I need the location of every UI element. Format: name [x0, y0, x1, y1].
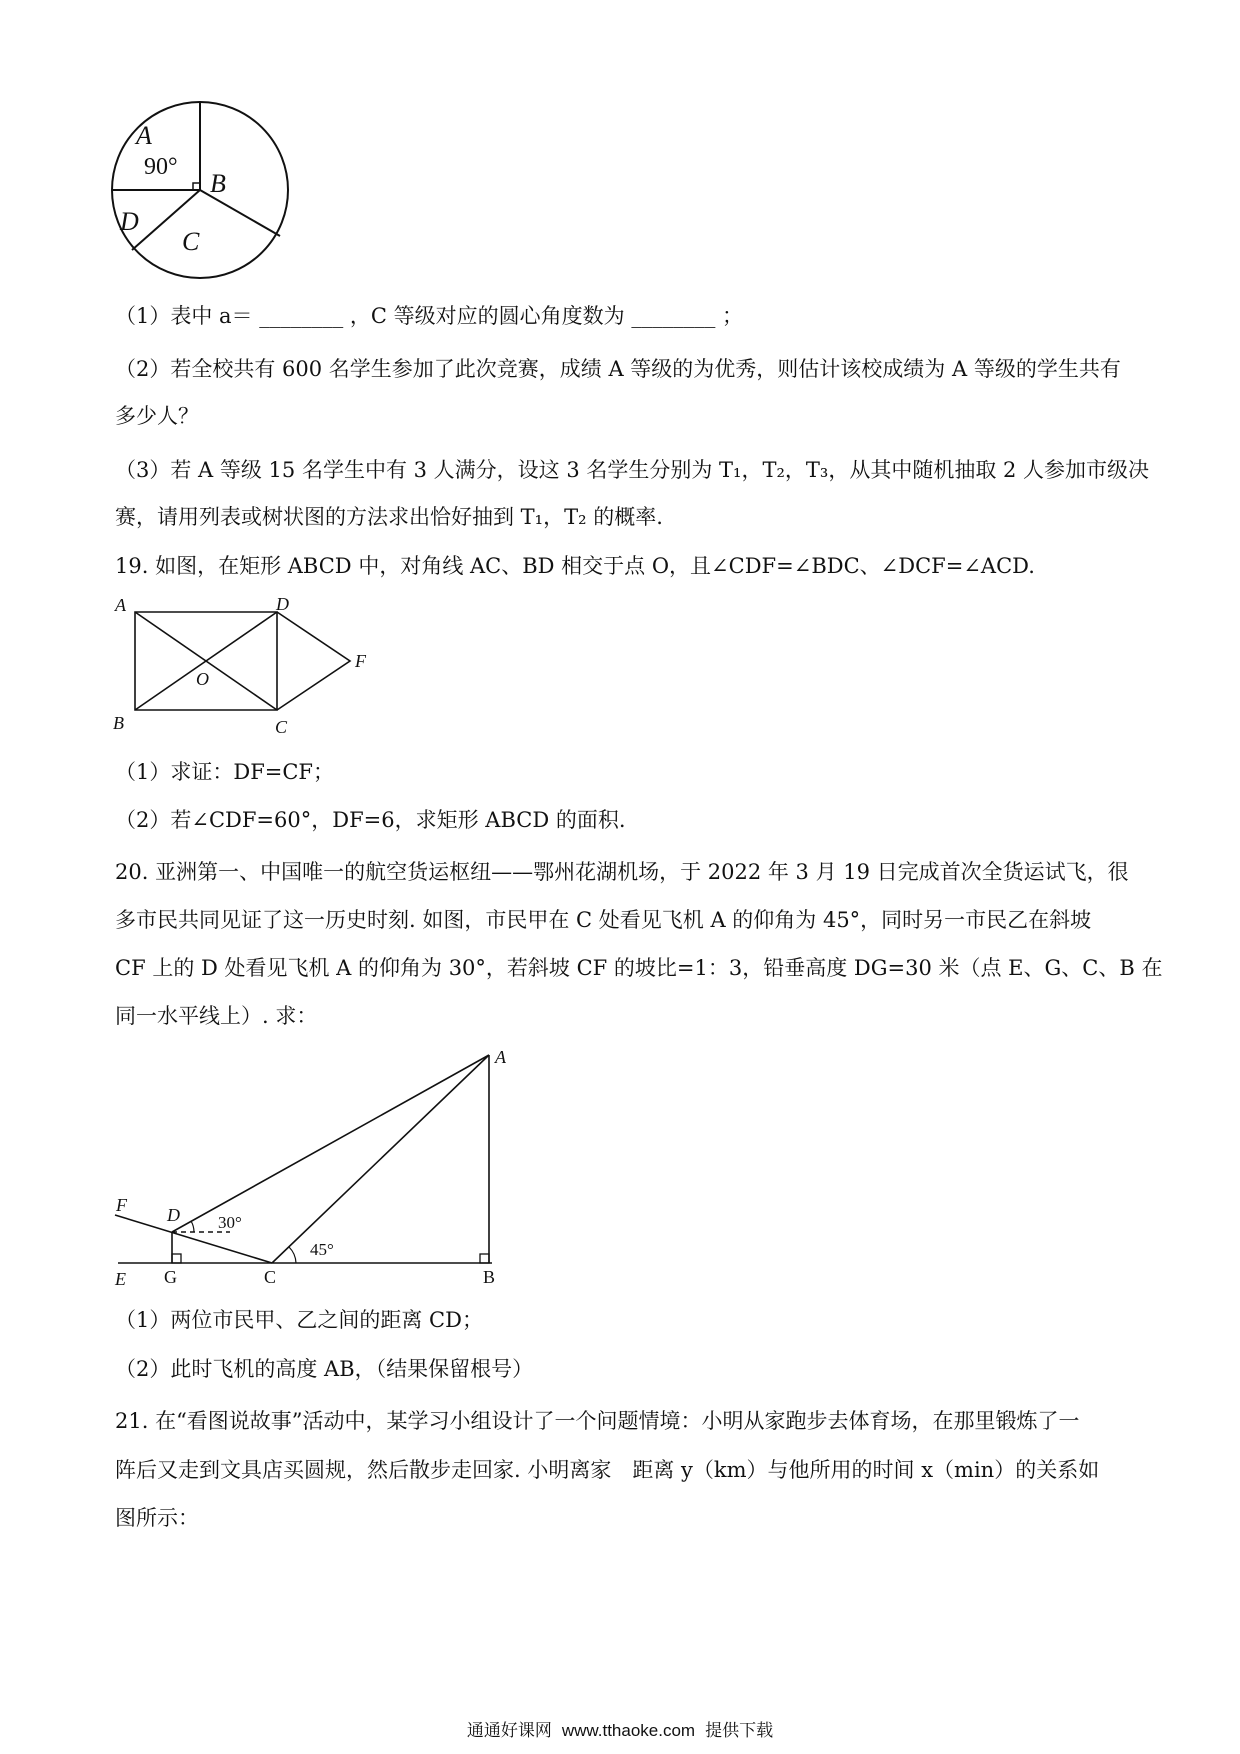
pie-angle-label: 90°: [144, 154, 178, 180]
q20-part2: （2）此时飞机的高度 AB，（结果保留根号）: [115, 1357, 534, 1381]
q19-part1: （1）求证：DF=CF；: [115, 760, 335, 784]
label-f: F: [116, 1195, 127, 1215]
label-o: O: [196, 669, 209, 689]
q21-line2: 阵后又走到文具店买圆规，然后散步走回家. 小明离家 距离 y（km）与他所用的时间 x（min）的关系如: [115, 1458, 1100, 1482]
airplane-elevation-figure: [110, 1045, 530, 1295]
pie-chart-figure: [110, 100, 300, 290]
right-angle-g: [172, 1254, 181, 1263]
label-c: C: [264, 1267, 277, 1287]
label-f: F: [355, 651, 366, 671]
angle-arc-30: [191, 1221, 194, 1232]
label-a: A: [115, 595, 126, 615]
rectangle-figure: [110, 595, 390, 735]
q21-line3: 图所示：: [115, 1506, 199, 1530]
q21-line1: 21. 在“看图说故事”活动中，某学习小组设计了一个问题情境：小明从家跑步去体育场，在那里锻炼了一: [115, 1409, 1080, 1433]
label-d: D: [167, 1205, 180, 1225]
q18-part3-line2: 赛，请用列表或树状图的方法求出恰好抽到 T₁，T₂ 的概率.: [115, 505, 663, 529]
q19-stem: 19. 如图，在矩形 ABCD 中，对角线 AC、BD 相交于点 O，且∠CDF=∠BDC、∠DCF=∠ACD.: [115, 554, 1035, 578]
angle-30-label: 30°: [218, 1213, 242, 1232]
q18-part3-line1: （3）若 A 等级 15 名学生中有 3 人满分，设这 3 名学生分别为 T₁，T₂，T₃，从其中随机抽取 2 人参加市级决: [115, 458, 1150, 482]
q20-part1: （1）两位市民甲、乙之间的距离 CD；: [115, 1308, 483, 1332]
footer-left: 通通好课网: [466, 1721, 552, 1740]
line-da: [172, 1055, 489, 1232]
q20-line4: 同一水平线上）. 求：: [115, 1004, 318, 1028]
pie-label-a: A: [136, 121, 152, 150]
page-footer: [0, 1716, 1240, 1741]
label-b: B: [483, 1267, 496, 1287]
label-e: E: [115, 1269, 126, 1289]
label-g: G: [164, 1267, 177, 1287]
q20-line1: 20. 亚洲第一、中国唯一的航空货运枢纽——鄂州花湖机场，于 2022 年 3 月 19 日完成首次全货运试飞，很: [115, 860, 1129, 884]
slope-fc: [115, 1215, 272, 1263]
pie-label-b: B: [210, 169, 226, 198]
label-c: C: [275, 717, 288, 735]
q18-part2-line1: （2）若全校共有 600 名学生参加了此次竞赛，成绩 A 等级的为优秀，则估计该校成绩为 A 等级的学生共有: [115, 357, 1121, 381]
pie-label-c: C: [182, 227, 200, 256]
angle-arc-45: [289, 1247, 296, 1263]
q20-line3: CF 上的 D 处看见飞机 A 的仰角为 30°，若斜坡 CF 的坡比=1：3，铅垂高度 DG=30 米（点 E、G、C、B 在: [115, 956, 1163, 980]
footer-right: 提供下载: [705, 1721, 774, 1740]
label-a: A: [495, 1047, 506, 1067]
q19-part2: （2）若∠CDF=60°，DF=6，求矩形 ABCD 的面积.: [115, 808, 626, 832]
line-ca: [272, 1055, 489, 1263]
right-angle-b: [480, 1254, 489, 1263]
q20-line2: 多市民共同见证了这一历史时刻. 如图，市民甲在 C 处看见飞机 A 的仰角为 45°，同时另一市民乙在斜坡: [115, 908, 1092, 932]
q18-part1: （1）表中 a＝ ________ ，C 等级对应的圆心角度数为 ________ ；: [115, 304, 743, 328]
right-angle-mark: [193, 183, 200, 190]
q18-part2-line2: 多少人？: [115, 404, 199, 428]
pie-label-d: D: [120, 207, 139, 236]
label-b: B: [113, 713, 124, 733]
label-d: D: [276, 595, 289, 614]
footer-site-link[interactable]: www.tthaoke.com: [561, 1721, 696, 1740]
triangle-dfc: [277, 612, 350, 710]
angle-45-label: 45°: [310, 1240, 334, 1259]
